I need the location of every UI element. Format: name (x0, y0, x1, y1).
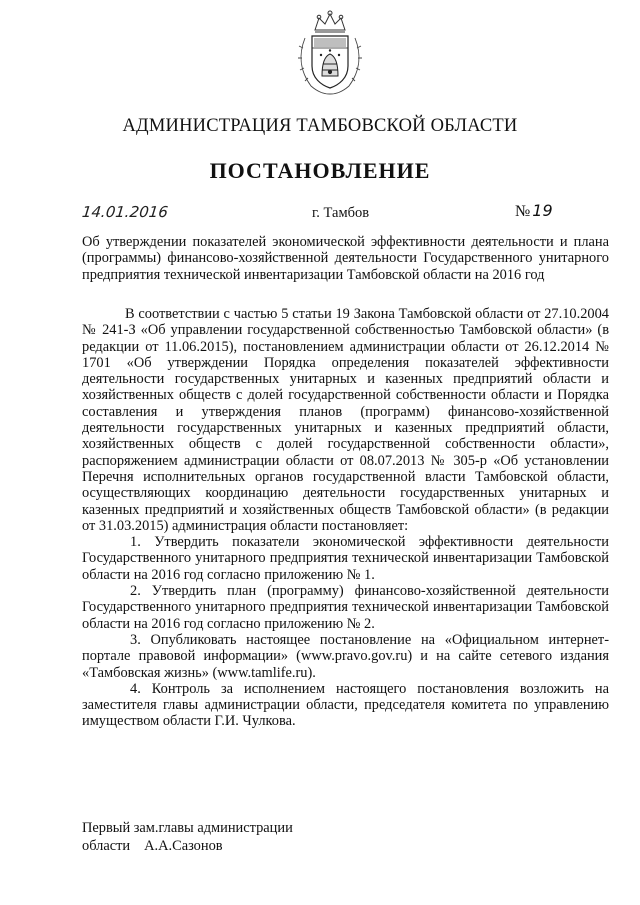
signer-position-region: области (82, 838, 131, 854)
resolution-item-3: 3. Опубликовать настоящее постановление на «Официальном интернет-портале правовой информации» (www.pravo.gov.ru) и на сайте сетевого издания «Тамбовская жизнь» (www.tamlife.ru). (82, 631, 609, 681)
document-body (82, 306, 609, 730)
signer-position-line2 (82, 837, 293, 855)
preamble-paragraph: В соответствии с частью 5 статьи 19 Закона Тамбовской области от 27.10.2004 № 241-З «Об управлении государственной собственностью Тамбовской области» (в редакции от 11.06.2015), постановлением администрации области от 26.12.2014 № 1701 «Об утверждении Порядка определения показателей эффективности деятельности государственных унитарных и казенных предприятий области и хозяйственных обществ с долей государственной собственности области и Порядка составления и утверждения планов (программ) финансово-хозяйственной деятельности государственных унитарных и казенных предприятий области, хозяйственных обществ с долей государственной собственности области», распоряжением администрации области от 08.07.2013 № 305-р «Об установлении Перечня исполнительных органов государственной власти Тамбовской области, осуществляющих координацию деятельности государственных унитарных и казенных предприятий и хозяйственных обществ Тамбовской области» (в редакции от 31.03.2015) администрация области постановляет: (82, 306, 609, 534)
resolution-item-4: 4. Контроль за исполнением настоящего постановления возложить на заместителя главы администрации области, председателя комитета по управлению имуществом области Г.И. Чулкова. (82, 680, 609, 730)
document-date: 14.01.2016 (81, 203, 169, 221)
signature-block (82, 819, 293, 855)
document-number (515, 201, 553, 221)
document-city: г. Тамбов (312, 205, 370, 221)
document-subject: Об утверждении показателей экономической эффективности деятельности и плана (программы) финансово-хозяйственной деятельности Государственного унитарного предприятия технической инвентаризации Тамбовской области на 2016 год (82, 234, 609, 283)
resolution-item-1: 1. Утвердить показатели экономической эффективности деятельности Государственного унитарного предприятия технической инвентаризации Тамбовской области на 2016 год согласно приложению № 1. (82, 534, 609, 583)
organization-title: АДМИНИСТРАЦИЯ ТАМБОВСКОЙ ОБЛАСТИ (122, 116, 518, 136)
document-type-title: ПОСТАНОВЛЕНИЕ (209, 158, 431, 183)
number-value: 19 (532, 201, 553, 220)
signer-position-line1: Первый зам.главы администрации (82, 820, 293, 836)
signer-name: А.А.Сазонов (144, 838, 223, 854)
number-sign: № (515, 203, 531, 220)
resolution-item-2: 2. Утвердить план (программу) финансово-хозяйственной деятельности Государственного унитарного предприятия технической инвентаризации Тамбовской области на 2016 год согласно приложению № 2. (82, 583, 609, 632)
tambov-coat-of-arms-icon (295, 8, 365, 98)
